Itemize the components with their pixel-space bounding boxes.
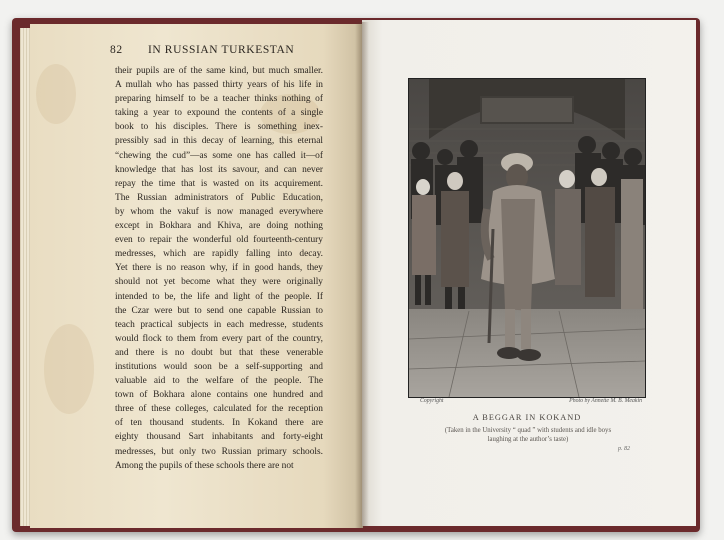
text-line: three of these colleges, calculated for the reception: [115, 404, 323, 415]
photo-plate: [408, 78, 646, 398]
running-head: [110, 44, 330, 56]
text-line: “chewing the cud”—as some one has called it—of: [115, 150, 323, 161]
photo-copyright: Copyright: [420, 398, 444, 404]
page-number: 82: [110, 44, 123, 56]
text-line: Yet there is no reason why, if in good hands, they: [115, 263, 323, 274]
text-line: by whom the vakuf is now managed everywhere: [115, 206, 323, 217]
subcaption-line: (Taken in the University “ quad ” with students and idle boys: [444, 427, 612, 434]
text-line: their pupils are of the same kind, but much smaller.: [115, 66, 323, 76]
text-line: eighty thousand Sart inhabitants and forty-eight: [115, 432, 323, 443]
text-line: valuable aid to the welfare of the people. The: [115, 376, 323, 387]
text-line: and there is no doubt but that these venerable: [115, 347, 323, 358]
text-line: intended to be, the life and light of the people. If: [115, 291, 323, 302]
text-line: Among the pupils of these schools there are not: [115, 460, 294, 471]
photo-credit: Photo by Annette M. B. Meakin: [569, 398, 642, 404]
text-line: medresses, but only two Russian primary schools.: [115, 446, 323, 457]
text-line: the Czar were but to send one capable Russian to: [115, 305, 323, 316]
text-line: pressibly sad in this decay of learning, this eternal: [115, 136, 323, 147]
text-line: repay the time that is wasted on its acquirement.: [115, 178, 323, 189]
text-line: institutions would soon be a self-supporting and: [115, 361, 323, 372]
body-text: [115, 64, 323, 473]
text-line: except in Bokhara and Khiva, are doing nothing: [115, 221, 323, 232]
text-line: book to his disciples. There is something inex-: [115, 122, 323, 133]
text-line: town of Bokhara alone contains one hundred and: [115, 390, 323, 401]
text-line: should not yet become what they were originally: [115, 277, 323, 288]
text-line: medresses, which are rapidly falling into decay.: [115, 249, 323, 260]
text-line: even to repair the wonderful old fourteenth-century: [115, 235, 323, 246]
text-line: A mullah who has passed thirty years of his life in: [115, 80, 323, 91]
text-line: knowledge that has lost its savour, and can never: [115, 164, 323, 175]
text-line: would flock to them from every part of the country,: [115, 333, 323, 344]
text-line: preparing himself to be a teacher thinks nothing of: [115, 94, 323, 105]
text-line: taking a year to expound the contents of a single: [115, 108, 323, 119]
text-line: teach practical subjects in each medresse, students: [115, 319, 323, 330]
plate-page-reference: p. 82: [618, 446, 630, 452]
plate-subcaption: [406, 426, 650, 444]
plate-caption: A BEGGAR IN KOKAND: [472, 413, 582, 422]
running-head-title: IN RUSSIAN TURKESTAN: [148, 44, 295, 56]
text-line: The Russian administrators of Public Education,: [115, 192, 323, 203]
text-line: of ten thousand students. In Kokand there are: [115, 418, 323, 429]
subcaption-line: laughing at the author’s taste): [487, 436, 569, 443]
book-gutter: [355, 22, 369, 528]
beggar-photo: [409, 79, 645, 397]
